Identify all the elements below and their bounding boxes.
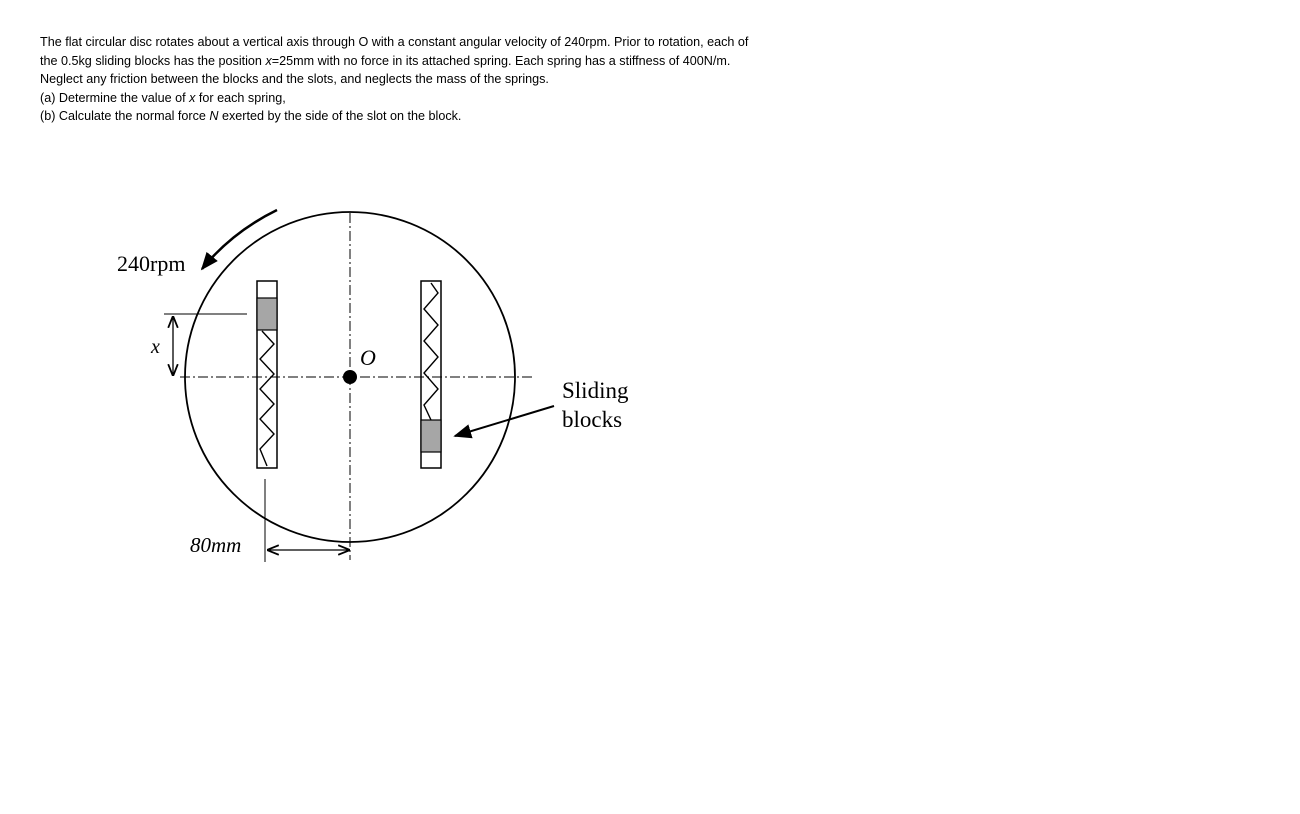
x-label: x — [151, 336, 160, 358]
offset-label: 80mm — [190, 533, 242, 557]
center-label: O — [360, 345, 376, 370]
part-a: (a) Determine the value of x for each spring, — [40, 90, 286, 105]
rotation-arrow — [202, 210, 277, 269]
right-spring — [424, 283, 438, 420]
part-b: (b) Calculate the normal force N exerted by the side of the slot on the block. — [40, 109, 462, 124]
speed-label: 240rpm — [117, 251, 186, 276]
center-point — [343, 370, 357, 384]
blocks-label-line2: blocks — [562, 407, 623, 432]
left-sliding-block — [257, 298, 277, 330]
left-spring — [260, 331, 274, 466]
right-sliding-block — [421, 420, 441, 452]
problem-paragraph: The flat circular disc rotates about a vertical axis through O with a constant angular velocity of 240rpm. Prior to rotation, each of the 0.5kg sliding blocks has the position x=25mm with no force in its attached spring. Each spring has a stiffness of 400N/m. Neglect any friction between the blocks and the slots, and neglects the mass of the springs. — [40, 35, 749, 87]
blocks-leader-arrow — [455, 406, 554, 436]
blocks-label-line1: Sliding — [562, 378, 629, 403]
